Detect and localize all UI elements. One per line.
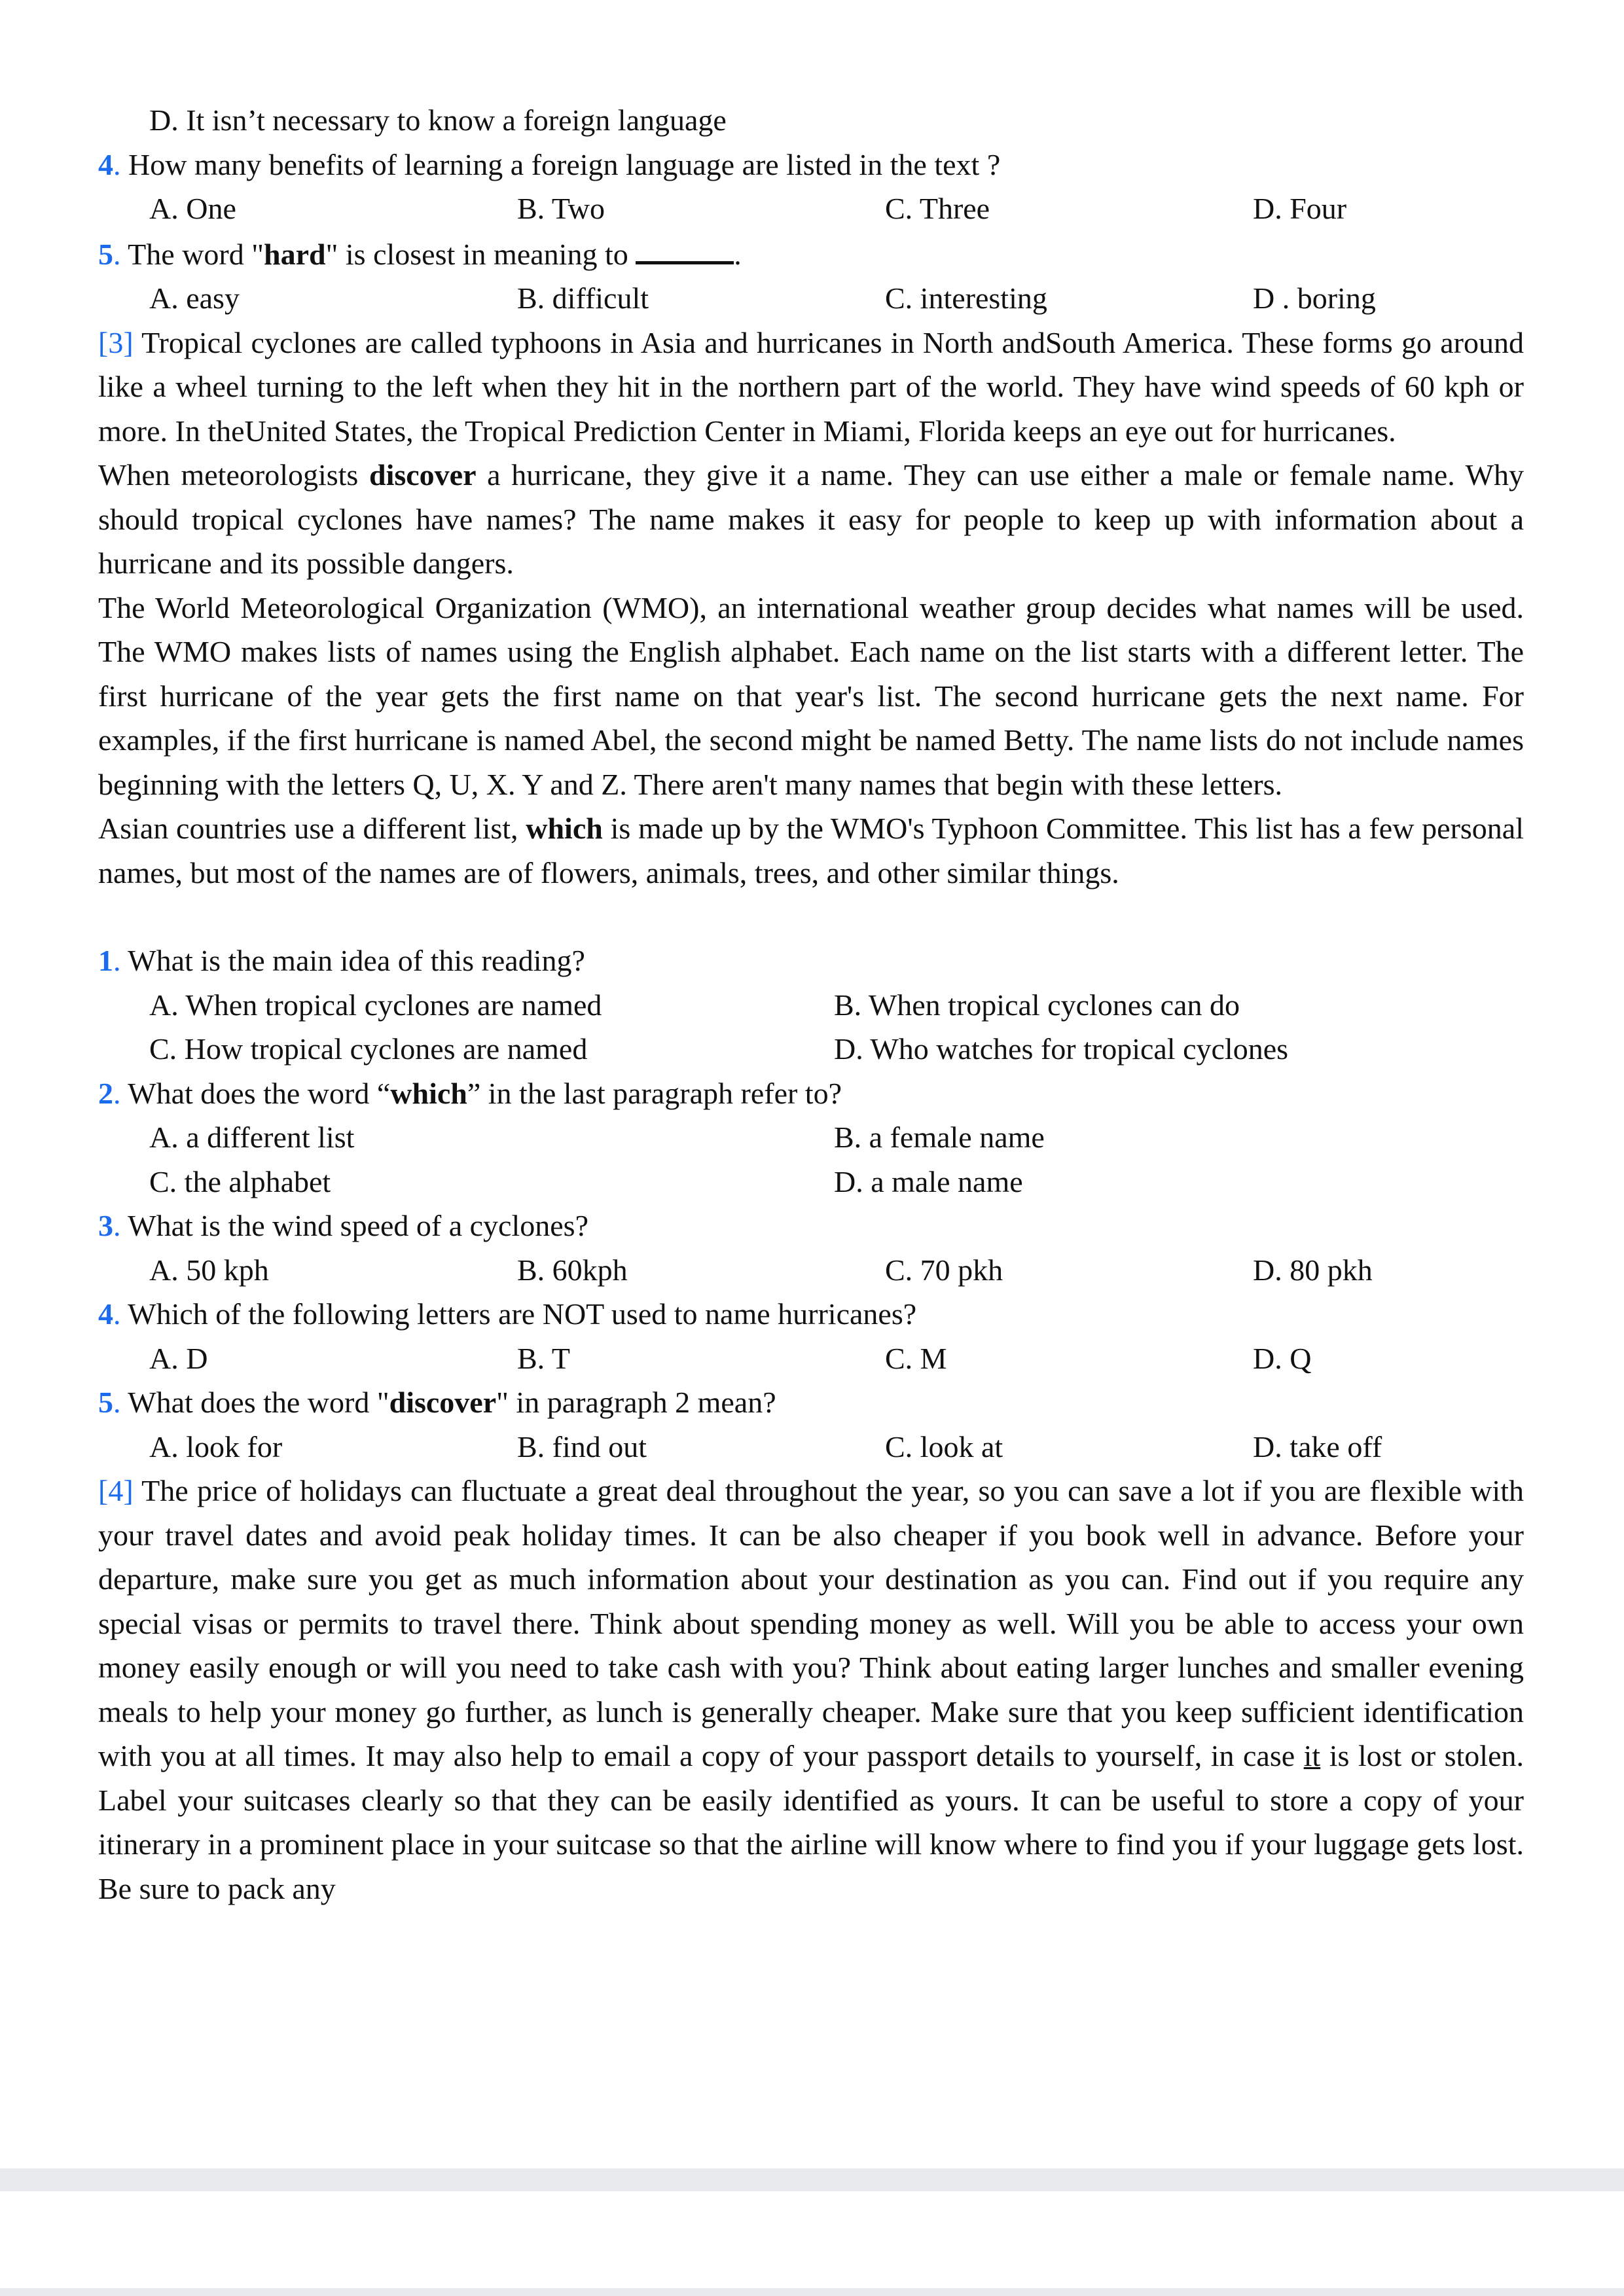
question-number: 5. [98, 237, 121, 271]
section4-paragraph: [4] The price of holidays can fluctuate a great deal throughout the year, so you can save a lot if you are flexible with your travel dates and avoid peak holiday times. It can be also cheaper if you book well in advance. Before your departure, make sure you get as much information about your destination as you can. Find out if you require any special visas or permits to travel there. Think about spending money as well. Will you be able to access your own money easily enough or will you need to take cash with you? Think about eating larger lunches and smaller evening meals to help your money go further, as lunch is generally cheaper. Make sure that you keep sufficient identification with you at all times. It may also help to email a copy of your passport details to yourself, in case it is lost or stolen. Label your suitcases clearly so that they can be easily identified as yours. It can be useful to store a copy of your itinerary in a prominent place in your suitcase so that the airline will know where to find you if your luggage gets lost. Be sure to pack any [98, 1474, 1524, 1905]
option-c[interactable]: C. 70 pkh [885, 1253, 1003, 1287]
page-break-band [0, 2168, 1624, 2191]
section3-question-3 [98, 1204, 1524, 1248]
section3-paragraph-4: Asian countries use a different list, which is made up by the WMO's Typhoon Committee. This list has a few personal names, but most of the names are of flowers, animals, trees, and other similar things. [98, 812, 1524, 889]
keyword-which: which [526, 812, 603, 845]
option-d[interactable]: D. 80 pkh [1253, 1253, 1373, 1287]
section3-paragraph-3: The World Meteorological Organization (WMO), an international weather group decides what names will be used. The WMO makes lists of names using the English alphabet. Each name on the list starts with a different letter. The first hurricane of the year gets the first name on that year's list. The second hurricane gets the next name. For examples, if the first hurricane is named Abel, the second might be named Betty. The name lists do not include names beginning with the letters Q, U, X. Y and Z. There aren't many names that begin with these letters. [98, 590, 1524, 801]
section2-q3-option-d: D. It isn’t necessary to know a foreign language [149, 103, 727, 137]
option-d[interactable]: D. take off [1253, 1429, 1382, 1463]
option-d[interactable]: D . boring [1253, 281, 1376, 315]
option-b[interactable]: B. T [517, 1341, 570, 1375]
section3-question-5: 5. What does the word "discover" in paragraph 2 mean? [98, 1386, 776, 1419]
option-a[interactable]: A. D [149, 1341, 208, 1375]
keyword-discover: discover [369, 458, 477, 492]
option-c[interactable]: C. M [885, 1341, 947, 1375]
option-a[interactable]: A. 50 kph [149, 1253, 269, 1287]
option-c[interactable]: C. Three [885, 192, 990, 225]
option-b[interactable]: B. a female name [834, 1121, 1045, 1154]
option-d[interactable]: D. Who watches for tropical cyclones [834, 1032, 1289, 1066]
question-number: 4. [98, 1297, 121, 1331]
option-c[interactable]: C. the alphabet [149, 1164, 331, 1198]
option-b[interactable]: B. Two [517, 192, 605, 225]
section3-question-1-options-row-1 [98, 983, 1524, 1028]
option-b[interactable]: B. difficult [517, 281, 649, 315]
question-text: Which of the following letters are NOT used to name hurricanes? [128, 1297, 917, 1331]
option-b[interactable]: B. 60kph [517, 1253, 628, 1287]
answer-blank [636, 231, 734, 264]
section3-question-2-options-row-2 [98, 1160, 1524, 1204]
option-c[interactable]: C. How tropical cyclones are named [149, 1032, 588, 1066]
document-page [98, 98, 1524, 1910]
section-tag: [4] [98, 1474, 134, 1507]
option-d[interactable]: D. a male name [834, 1164, 1023, 1198]
option-d[interactable]: D. Four [1253, 192, 1347, 225]
section3-paragraph-2: When meteorologists discover a hurricane, they give it a name. They can use either a male or female name. Why should tropical cyclones have names? The name makes it easy for people to keep up with information about a hurricane and its possible dangers. [98, 458, 1524, 580]
option-b[interactable]: B. When tropical cyclones can do [834, 988, 1240, 1022]
section3-question-4 [98, 1292, 1524, 1336]
section3-question-5-options [98, 1425, 1524, 1469]
question-text: What is the wind speed of a cyclones? [128, 1209, 588, 1242]
option-a[interactable]: A. One [149, 192, 236, 225]
section2-question-4 [98, 143, 1524, 187]
section3-questions [98, 939, 1524, 1469]
section3-question-2-options-row-1 [98, 1115, 1524, 1160]
question-number: 4. [98, 147, 121, 181]
keyword-which: which [390, 1076, 467, 1110]
section2-question-5: 5. The word "hard" is closest in meaning to . [98, 231, 1524, 277]
section3-question-4-options [98, 1336, 1524, 1381]
option-a[interactable]: A. look for [149, 1429, 283, 1463]
question-number: 5. [98, 1386, 121, 1419]
option-b[interactable]: B. find out [517, 1429, 647, 1463]
option-c[interactable]: C. look at [885, 1429, 1003, 1463]
option-c[interactable]: C. interesting [885, 281, 1047, 315]
question-text: How many benefits of learning a foreign language are listed in the text ? [128, 147, 1001, 181]
section3-question-3-options [98, 1248, 1524, 1293]
option-a[interactable]: A. When tropical cyclones are named [149, 988, 602, 1022]
section2-question-4-options [98, 187, 1524, 231]
option-a[interactable]: A. easy [149, 281, 240, 315]
question-text: What is the main idea of this reading? [128, 944, 585, 977]
section3-question-1 [98, 939, 1524, 983]
question-number: 2. [98, 1076, 121, 1110]
question-number: 1. [98, 944, 121, 977]
page-bottom-band [0, 2288, 1624, 2296]
option-a[interactable]: A. a different list [149, 1121, 355, 1154]
section3-paragraph-1: [3] Tropical cyclones are called typhoons in Asia and hurricanes in North andSouth America. These forms go around like a wheel turning to the left when they hit in the northern part of the world. They have wind speeds of 60 kph or more. In theUnited States, the Tropical Prediction Center in Miami, Florida keeps an eye out for hurricanes. [98, 325, 1524, 448]
underlined-reference-it: it [1303, 1739, 1321, 1772]
keyword-discover: discover [389, 1386, 497, 1419]
question-number: 3. [98, 1209, 121, 1242]
keyword-hard: hard [264, 237, 326, 271]
section2-question-5-options [98, 276, 1524, 321]
option-d[interactable]: D. Q [1253, 1341, 1312, 1375]
section3-question-1-options-row-2 [98, 1027, 1524, 1071]
section3-question-2: 2. What does the word “which” in the last paragraph refer to? [98, 1076, 842, 1110]
section-tag: [3] [98, 325, 134, 359]
